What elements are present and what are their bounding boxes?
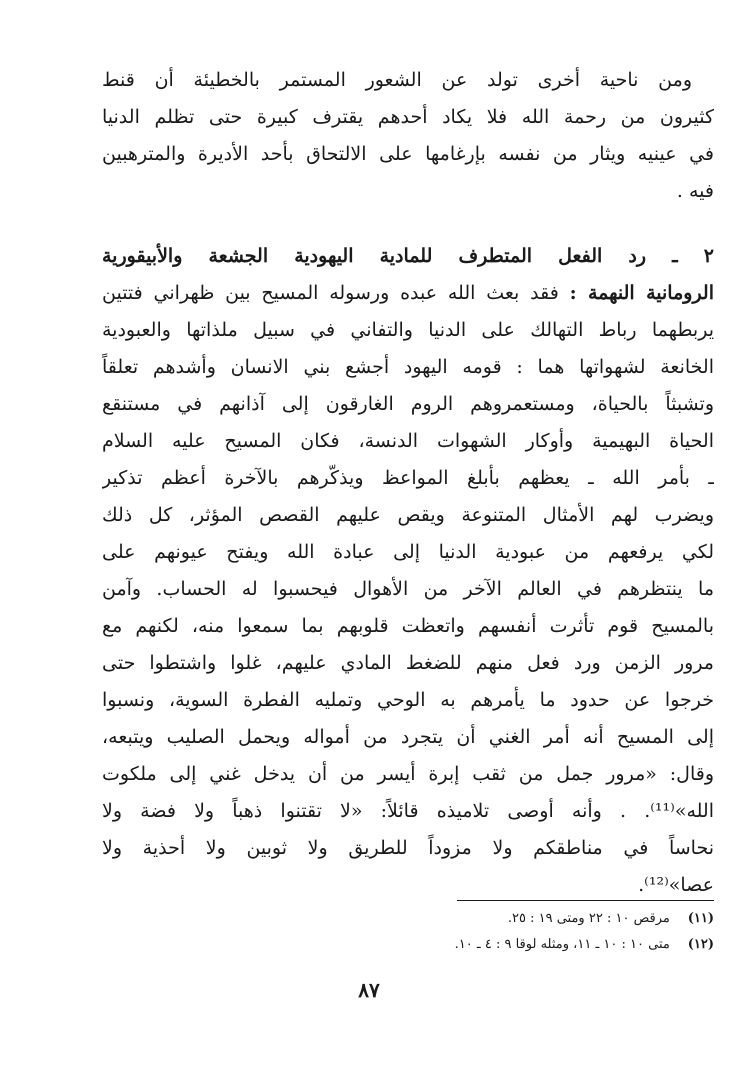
- text-line: مرور الزمن ورد فعل منهم للضغط المادي عليهم، غلوا واشتطوا حتى: [102, 652, 714, 674]
- text-line: الله»⁽¹¹⁾. . وأنه أوصى تلاميذه قائلاً: «لا تقتنوا ذهباً ولا فضة ولا: [102, 800, 714, 822]
- text-line: كثيرون من رحمة الله فلا يكاد أحدهم يقترف كبيرة حتى تظلم الدنيا: [102, 106, 714, 128]
- footnote-number: (١١): [687, 911, 714, 926]
- text-line: الحياة البهيمية وأوكار الشهوات الدنسة، فكان المسيح عليه السلام: [102, 430, 714, 452]
- page-number: ٨٧: [358, 978, 380, 1002]
- section-2: [102, 238, 714, 904]
- text-line: في عينيه ويثار من نفسه بإرغامها على الالتحاق بأحد الأديرة والمترهبين: [102, 143, 714, 165]
- section-heading-continued: [102, 275, 714, 312]
- text-line: بالمسيح قوم تأثرت أنفسهم واتعظت قلوبهم بما سمعوا منه، لكنهم مع: [102, 615, 714, 637]
- text-line: خرجوا عن حدود ما يأمرهم به الوحي وتمليه الفطرة السوية، ونسبوا: [102, 689, 714, 711]
- section-heading: ٢ ـ رد الفعل المتطرف للمادية اليهودية الجشعة والأبيقورية: [102, 245, 714, 267]
- text-line: يربطهما رباط التهالك على الدنيا والتفاني في سبيل ملذاتها والعبودية: [102, 319, 714, 341]
- footnote: [290, 906, 714, 932]
- paragraph-1: [102, 62, 714, 210]
- text-line: الخانعة لشهواتها هما : قومه اليهود أجشع بني الانسان وأشدهم تعلقاً: [102, 356, 714, 378]
- text-line: وقال: «مرور جمل من ثقب إبرة أيسر من أن يدخل غني إلى ملكوت: [102, 763, 714, 785]
- footnote-divider: [457, 900, 714, 901]
- heading-rest: فقد بعث الله عبده ورسوله المسيح بين ظهراني فتتين: [102, 282, 570, 304]
- text-line: عصا»⁽¹²⁾.: [638, 874, 714, 896]
- text-line: نحاساً في مناطقكم ولا مزوداً للطريق ولا ثوبين ولا أحذية ولا: [102, 837, 714, 859]
- footnotes: [290, 906, 714, 958]
- text-line: ـ بأمر الله ـ يعظهم بأبلغ المواعظ ويذكّرهم بالآخرة أعظم تذكير: [102, 467, 714, 489]
- text-line: لكي يرفعهم من عبودية الدنيا إلى عبادة الله ويفتح عيونهم على: [102, 541, 714, 563]
- heading-bold-part: الرومانية النهمة :: [569, 282, 714, 304]
- text-line: ومن ناحية أخرى تولد عن الشعور المستمر بالخطيئة أن قنط: [102, 69, 692, 91]
- footnote-number: (١٢): [687, 937, 714, 952]
- footnote-text: متى ١٠ : ١٠ ـ ١١، ومثله لوقا ٩ : ٤ ـ ١٠.: [454, 937, 670, 952]
- text-line: ما ينتظرهم في العالم الآخر من الأهوال فيحسبوا له الحساب. وآمن: [102, 578, 714, 600]
- footnote: [290, 932, 714, 958]
- text-line: إلى المسيح أنه أمر الغني أن يتجرد من أمواله ويحمل الصليب ويتبعه،: [102, 726, 714, 748]
- footnote-text: مرقص ١٠ : ٢٢ ومتى ١٩ : ٢٥.: [507, 911, 670, 926]
- text-line: وتشبثاً بالحياة، ومستعمروهم الروم الغارقون إلى آذانهم في مستنقع: [102, 393, 714, 415]
- text-line: ويضرب لهم الأمثال المتنوعة ويقص عليهم القصص المؤثر، كل ذلك: [102, 504, 714, 526]
- text-line: فيه .: [676, 180, 714, 202]
